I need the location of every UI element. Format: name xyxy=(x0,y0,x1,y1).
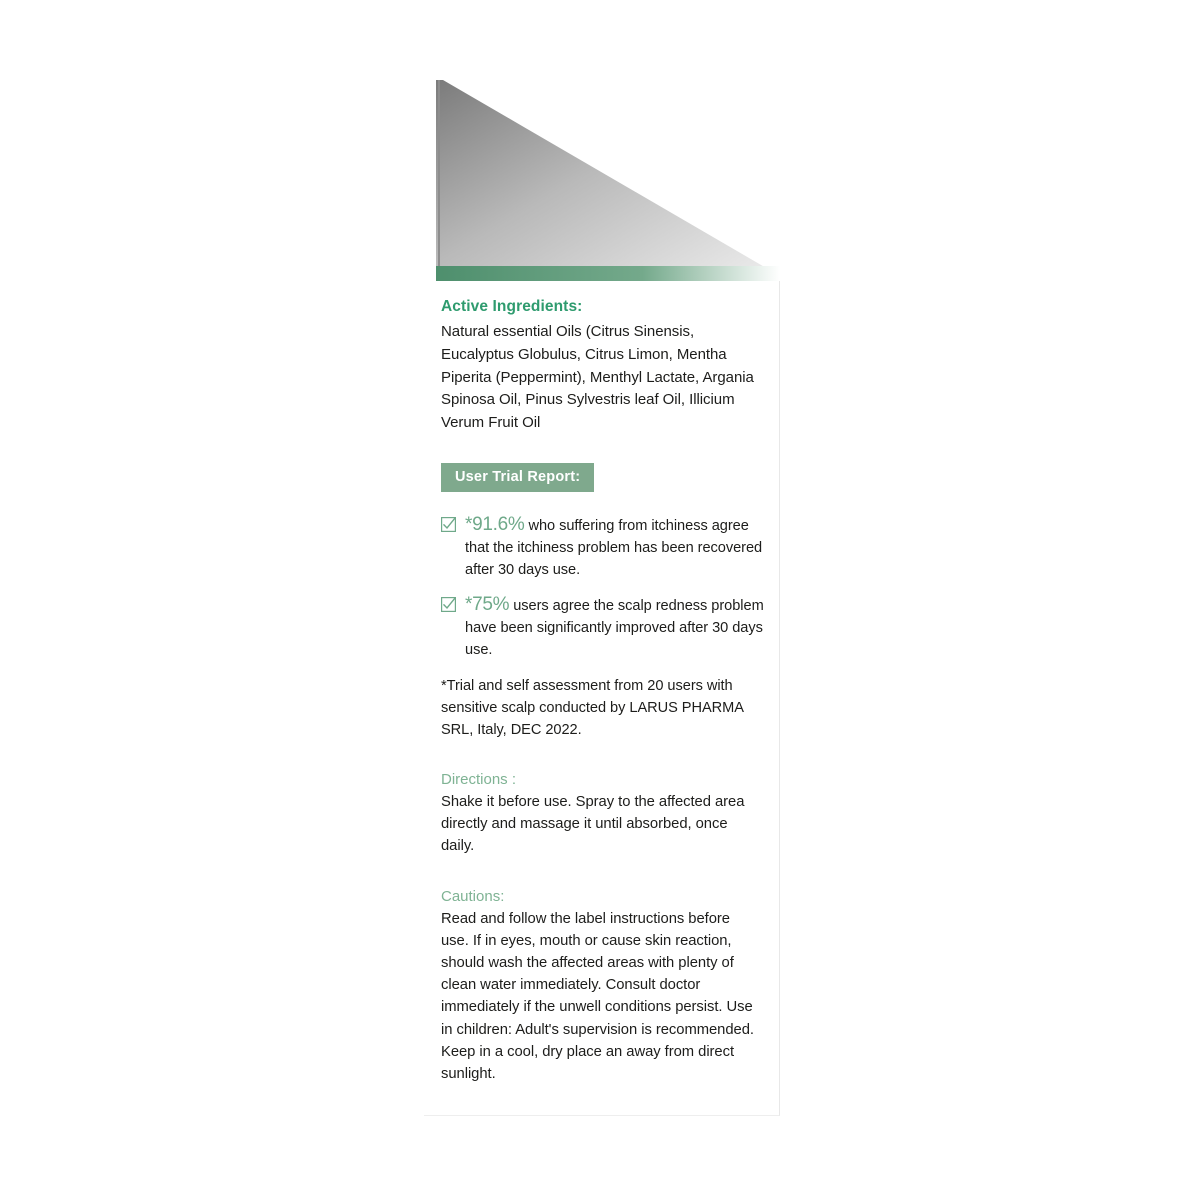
directions-section xyxy=(441,771,763,858)
checkbox-checked-icon xyxy=(441,597,456,612)
trial-result-list xyxy=(441,514,766,661)
trial-percent-1: *91.6% xyxy=(465,513,525,535)
trial-result-text-2 xyxy=(465,594,766,661)
user-trial-report-banner: User Trial Report: xyxy=(441,463,594,492)
panel-content xyxy=(441,298,763,1085)
list-item xyxy=(441,514,766,581)
directions-text: Shake it before use. Spray to the affected area directly and massage it until absorbed, once daily. xyxy=(441,793,745,855)
trial-footnote: *Trial and self assessment from 20 users with sensitive scalp conducted by LARUS PHARMA SRL, Italy, DEC 2022. xyxy=(441,677,744,738)
cautions-heading: Cautions: xyxy=(441,887,505,905)
package-top-perspective xyxy=(424,80,780,282)
trial-result-text-1 xyxy=(465,514,766,581)
list-item xyxy=(441,594,766,661)
active-ingredients-section xyxy=(441,298,759,435)
active-ingredients-text: Natural essential Oils (Citrus Sinensis, Eucalyptus Globulus, Citrus Limon, Mentha Piperita (Peppermint), Menthyl Lactate, Argania Spinosa Oil, Pinus Sylvestris leaf Oil, Illicium Verum Fruit Oil xyxy=(441,323,754,432)
directions-heading: Directions : xyxy=(441,770,517,788)
active-ingredients-heading: Active Ingredients: xyxy=(441,298,583,315)
cautions-section xyxy=(441,888,763,1086)
trial-description-2: users agree the scalp redness problem have been significantly improved after 30 days use. xyxy=(465,597,764,658)
user-trial-report-section xyxy=(441,435,763,741)
cautions-text: Read and follow the label instructions before use. If in eyes, mouth or cause skin reaction, should wash the affected areas with plenty of clean water immediately. Consult doctor immediately if the unwell conditions persist. Use in children: Adult's supervision is recommended. Keep in a cool, dry place an away from direct sunlight. xyxy=(441,910,754,1083)
trial-description-1: who suffering from itchiness agree that the itchiness problem has been recovered after 30 days use. xyxy=(465,517,763,578)
trial-percent-2: *75% xyxy=(465,593,510,615)
checkbox-checked-icon xyxy=(441,517,456,532)
